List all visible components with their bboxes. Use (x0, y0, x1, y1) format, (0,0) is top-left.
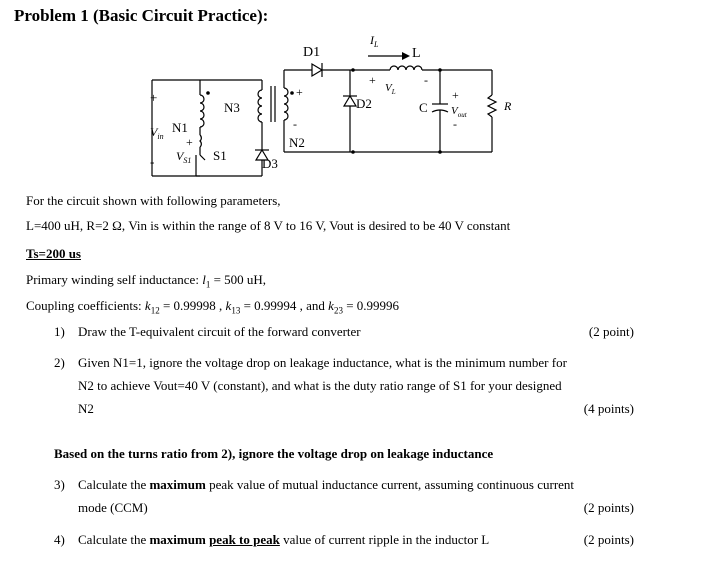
section-heading: Based on the turns ratio from 2), ignore the voltage drop on leakage inductance (54, 446, 494, 461)
forward-converter-circuit (0, 0, 716, 190)
d2-label: D2 (356, 96, 372, 111)
n2-label: N2 (289, 135, 305, 150)
question-3-line1: 3) Calculate the maximum peak value of mutual inductance current, assuming continuous current (54, 477, 575, 492)
question-1: 1) Draw the T-equivalent circuit of the forward converter (54, 324, 361, 339)
plus-left-label: + (150, 90, 158, 105)
vl-plus: + (369, 73, 376, 87)
vl-minus: - (424, 73, 428, 87)
inductor-label: L (412, 46, 421, 61)
question-1-points: (2 point) (588, 324, 634, 339)
params-line1: L=400 uH, R=2 Ω, Vin is within the range of 8 V to 16 V, Vout is desired to be 40 V constant (26, 218, 511, 233)
question-2-line3: N2 (78, 401, 94, 416)
self-inductance: Primary winding self inductance: $l_1 = 500$ uH, (26, 272, 267, 290)
vl-label: $V_L$ (385, 82, 396, 96)
question-4-points: (2 points) (583, 532, 634, 547)
il-label: $I_L$ (370, 33, 379, 49)
n3-label: N3 (224, 100, 240, 115)
n1-plus: + (186, 135, 193, 149)
n1-label: N1 (172, 120, 188, 135)
d3-label: D3 (262, 156, 278, 171)
r-label: R (504, 99, 512, 113)
coupling-coefficients: Coupling coefficients: $k_{12} = 0.99998$ , $k_{13} = 0.99994$ , and $k_{23} = 0.99996$ (26, 298, 400, 316)
ts-param: Ts=200 us (26, 246, 81, 261)
vout-label: $V_{out}$ (451, 105, 467, 119)
s1-label: S1 (213, 148, 227, 163)
n2-minus: - (293, 117, 297, 131)
question-2-line2: N2 to achieve Vout=40 V (constant), and what is the duty ratio range of S1 for your designed (78, 378, 562, 393)
vin-label: $V_{in}$ (150, 125, 164, 141)
cap-label: C (419, 100, 428, 115)
problem-title: Problem 1 (Basic Circuit Practice): (14, 6, 269, 25)
params-intro: For the circuit shown with following parameters, (26, 193, 281, 208)
minus-left-label: - (150, 154, 155, 169)
vout-plus: + (452, 88, 459, 102)
n2-plus: + (296, 85, 303, 99)
question-2-points: (4 points) (583, 401, 634, 416)
question-3-line2: mode (CCM) (78, 500, 148, 515)
d1-label: D1 (303, 45, 321, 60)
question-2-line1: 2) Given N1=1, ignore the voltage drop on leakage inductance, what is the minimum number for (54, 355, 567, 370)
vs1-label: $V_{S1}$ (176, 149, 192, 165)
question-3-points: (2 points) (583, 500, 634, 515)
question-4: 4) Calculate the maximum peak to peak value of current ripple in the inductor L (54, 532, 490, 547)
vout-minus: - (453, 117, 457, 131)
